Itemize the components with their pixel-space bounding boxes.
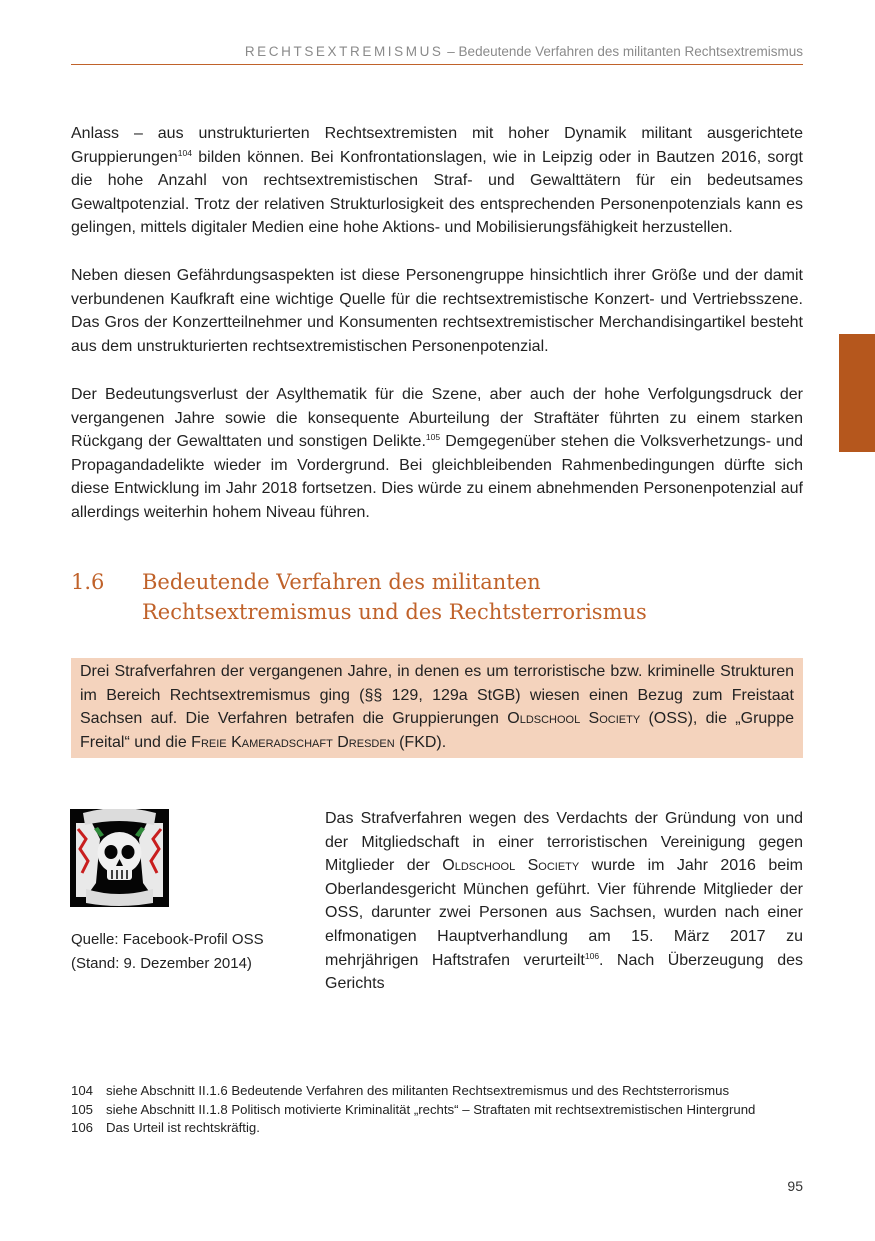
oss-logo-image: [70, 809, 169, 907]
section-number: 1.6: [71, 570, 105, 594]
footnote-106: [71, 1119, 831, 1138]
footnote-text: siehe Abschnitt II.1.6 Bedeutende Verfahren des militanten Rechtsextremismus und des Rechtsterrorismus: [106, 1083, 730, 1098]
skull-logo-icon: [70, 809, 169, 907]
oss-procedure-paragraph: Das Strafverfahren wegen des Verdachts der Gründung von und der Mitgliedschaft in einer terroristischen Vereinigung gegen Mitglieder der Oldschool Society wurde im Jahr 2016 beim Oberlandesgericht München geführt. Vier führende Mitglieder der OSS, darunter zwei Personen aus Sachsen, wurden nach einer elfmonatigen Hauptverhandlung am 15. März 2017 zu mehrjährigen Haftstrafen verurteilt$^{106}$. Nach Überzeugung des Gerichts: [325, 810, 803, 993]
footnote-number: 105: [71, 1101, 94, 1117]
footnote-text: Das Urteil ist rechtskräftig.: [106, 1120, 260, 1135]
caption-date: (Stand: 9. Dezember 2014): [71, 955, 252, 972]
footnote-text: siehe Abschnitt II.1.8 Politisch motivierte Kriminalität „rechts“ – Straftaten mit rechtsextremistischen Hintergrund: [106, 1101, 756, 1117]
footnotes: [71, 1082, 831, 1138]
footnote-ref-106: 106: [584, 950, 600, 961]
page-number: 95: [787, 1178, 803, 1194]
org-oldschool-society-inline: Oldschool Society: [442, 857, 580, 875]
org-freie-kameradschaft-dresden: Freie Kameradschaft Dresden: [191, 733, 395, 751]
section-title-line-1: Bedeutende Verfahren des militanten: [142, 570, 541, 594]
footnote-number: 106: [71, 1120, 94, 1135]
chapter-side-tab: [839, 334, 875, 452]
section-title-line-2: Rechtsextremismus und des Rechtsterrorismus: [142, 600, 647, 624]
paragraph-3: Der Bedeutungsverlust der Asylthematik für die Szene, aber auch der hohe Verfolgungsdruck der vergangenen Jahre sowie die konsequente Aburteilung der Straftäter führten zu einem starken Rückgang der Gewalttaten und sonstigen Delikte.$^{105}$ Demgegenüber stehen die Volksverhetzungs- und Propagandadelikte wieder im Vordergrund. Bei gleichbleibenden Rahmenbedingungen dürfte sich diese Entwicklung im Jahr 2018 fortsetzen. Dies würde zu einem abnehmenden Personenpotenzial auf allerdings weiterhin hohem Niveau führen.: [71, 386, 803, 521]
footnote-105: [71, 1101, 831, 1120]
paragraph-2: Neben diesen Gefährdungsaspekten ist diese Personengruppe hinsichtlich ihrer Größe und der damit verbundenen Kaufkraft eine wichtige Quelle für die rechtsextremistische Konzert- und Vertriebsszene. Das Gros der Konzertteilnehmer und Konsumenten rechtsextremistischer Merchandisingartikel besteht aus dem unstrukturierten rechtsextremistischen Personenpotenzial.: [71, 267, 803, 355]
running-header-chapter: RECHTSEXTREMISMUS: [244, 44, 444, 59]
footnote-ref-104: 104: [177, 147, 192, 158]
running-header: [71, 44, 803, 65]
caption-source: Quelle: Facebook-Profil OSS: [71, 931, 264, 948]
footnote-ref-105: 105: [425, 432, 441, 443]
footnote-number: 104: [71, 1083, 94, 1098]
summary-box: Drei Strafverfahren der vergangenen Jahre, in denen es um terroristische bzw. kriminelle Strukturen im Bereich Rechtsextremismus ging (§§ 129, 129a StGB) wiesen einen Bezug zum Freistaat Sachsen auf. Die Verfahren betrafen die Gruppierungen Oldschool Society (OSS), die „Gruppe Freital“ und die Freie Kameradschaft Dresden (FKD).: [71, 658, 803, 758]
section-heading: [71, 567, 803, 627]
org-oldschool-society: Oldschool Society: [507, 710, 641, 728]
running-header-section: – Bedeutende Verfahren des militanten Rechtsextremismus: [443, 44, 803, 59]
image-caption: [71, 928, 311, 976]
paragraph-1: Anlass – aus unstrukturierten Rechtsextremisten mit hoher Dynamik militant ausgerichtete Gruppierungen$^{104}$ bilden können. Bei Konfrontationslagen, wie in Leipzig oder in Bautzen 2016, sorgt die hohe Anzahl von rechtsextremistischen Straf- und Gewalttätern für ein bedeutsames Gewaltpotenzial. Trotz der relativen Strukturlosigkeit des entsprechenden Personenpotenzials kann es gelingen, mittels digitaler Medien eine hohe Aktions- und Mobilisierungsfähigkeit herzustellen.: [71, 125, 803, 237]
footnote-104: [71, 1082, 831, 1101]
